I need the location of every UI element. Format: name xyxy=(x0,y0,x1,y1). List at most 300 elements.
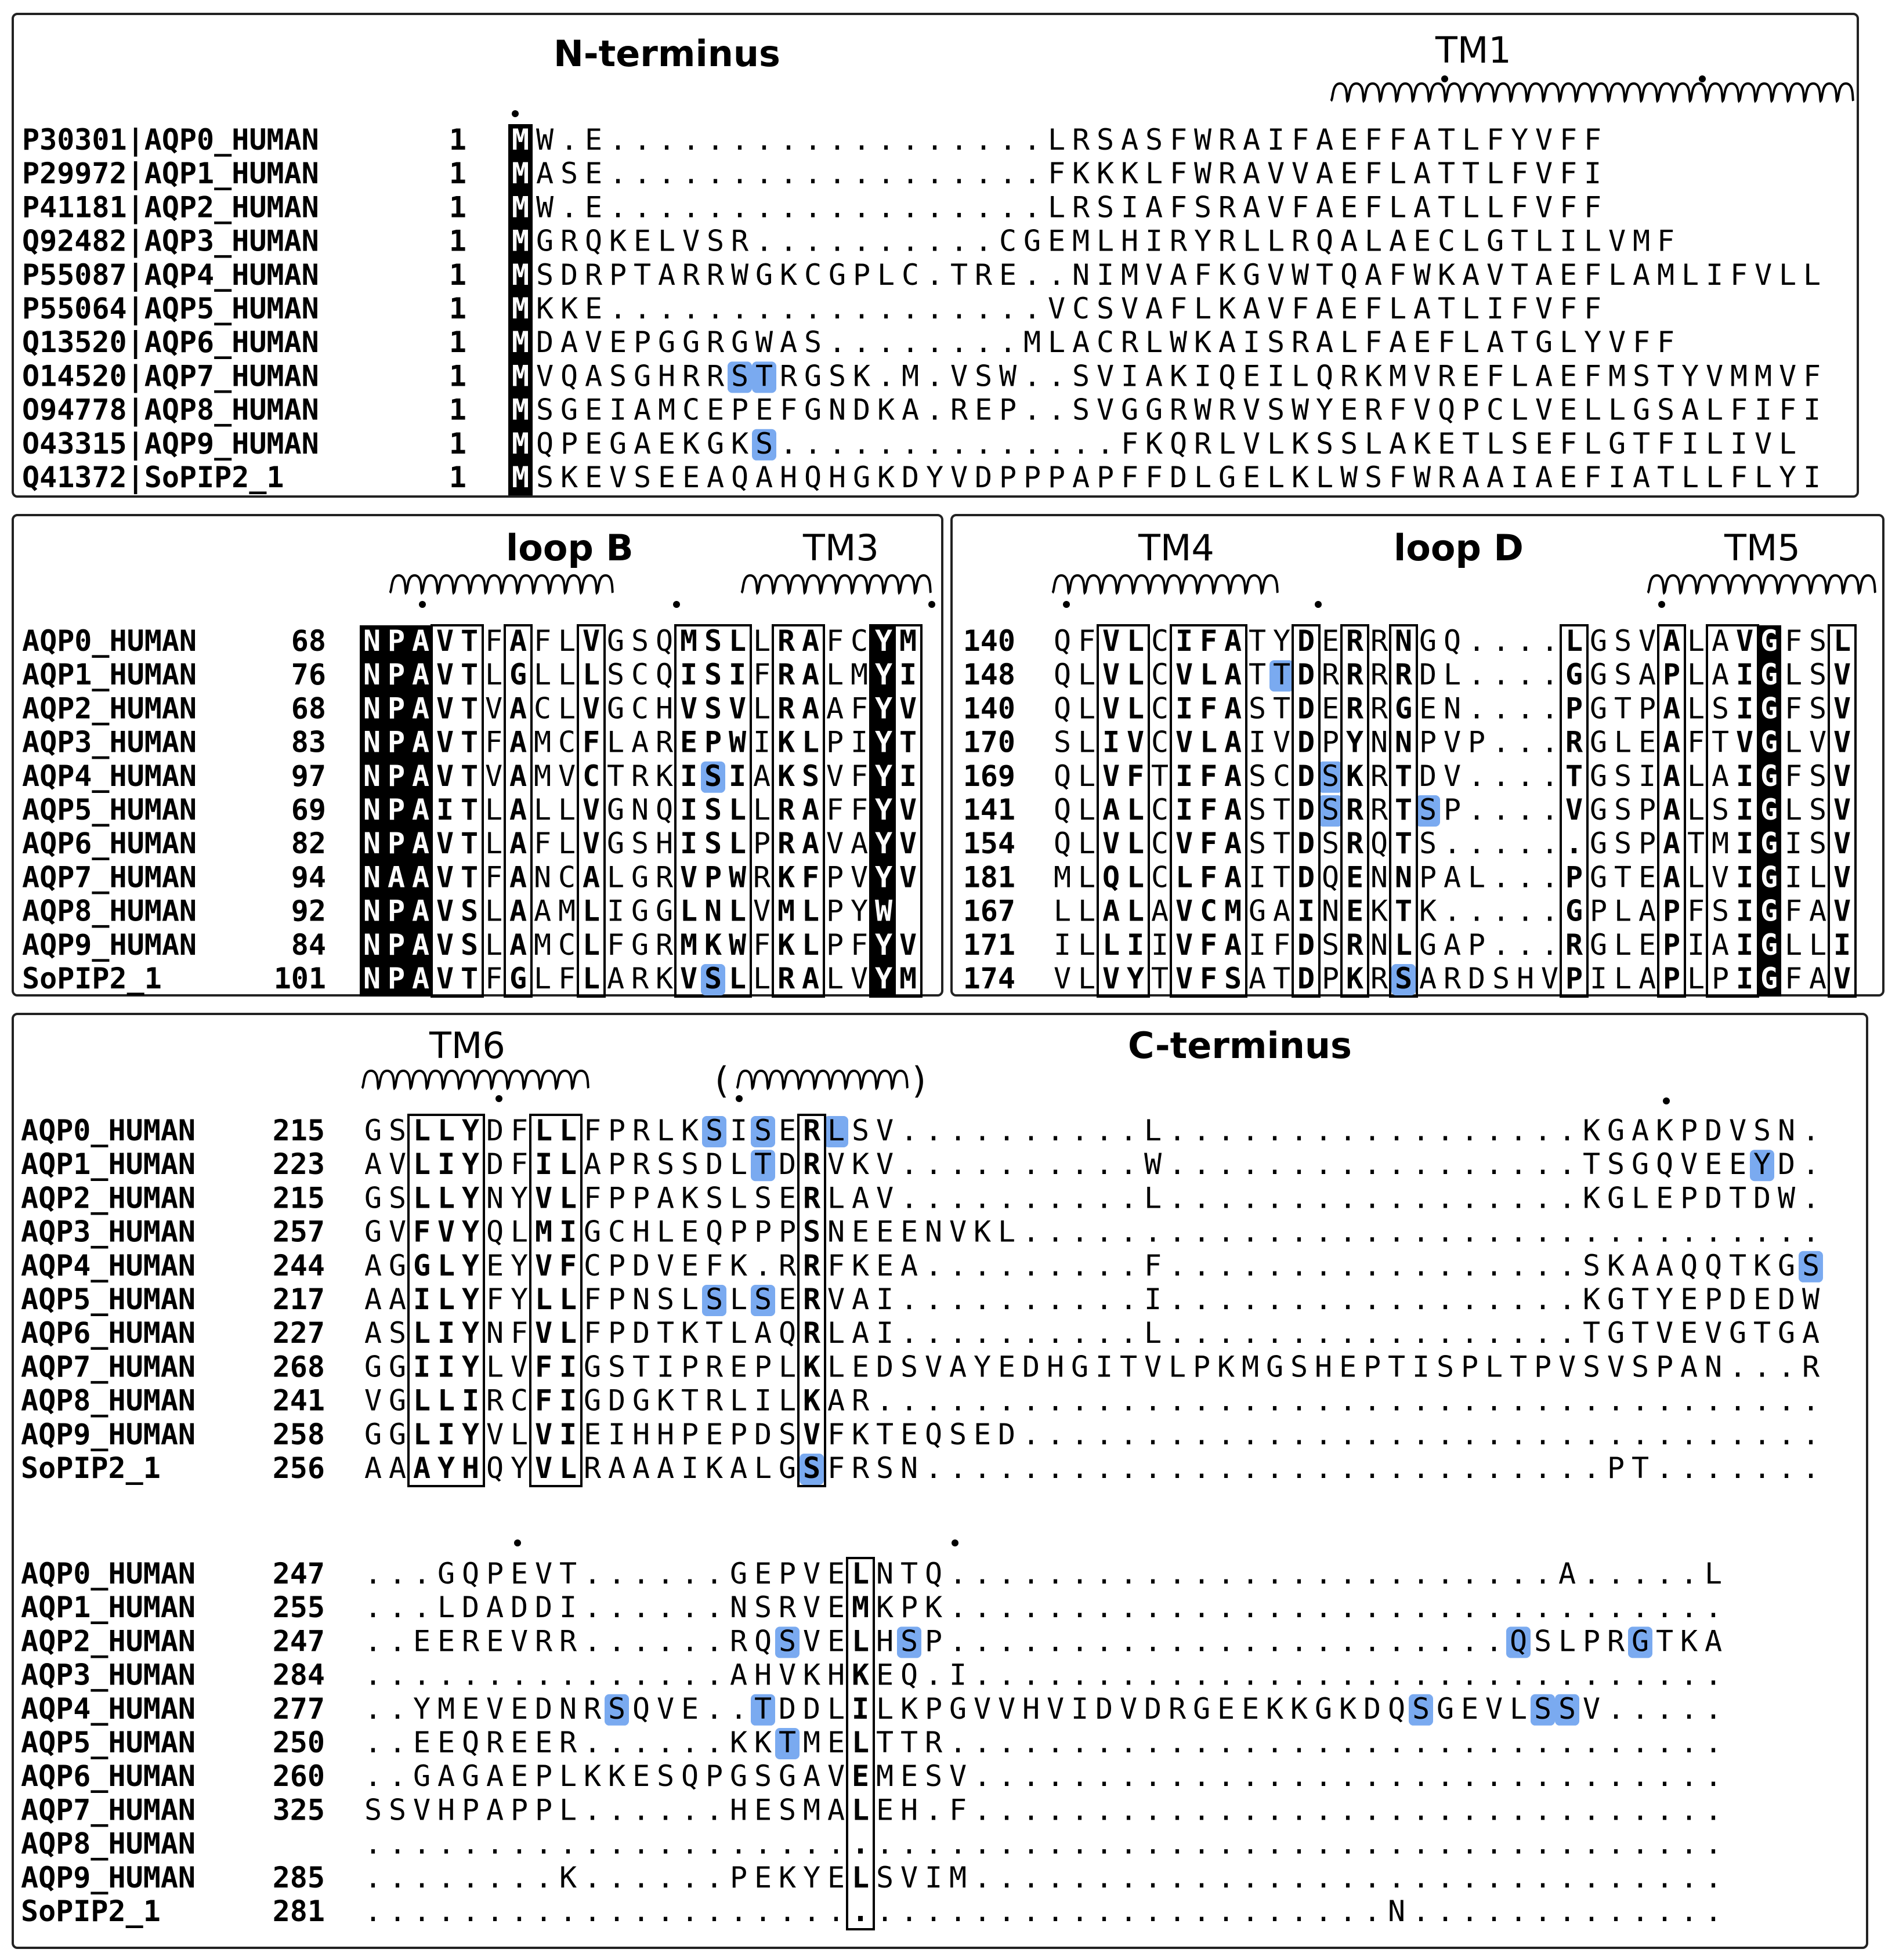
residue: . xyxy=(1485,1451,1503,1485)
residue: A xyxy=(1224,725,1242,759)
residue: . xyxy=(876,1383,894,1418)
residue: V xyxy=(1535,123,1553,157)
residue: . xyxy=(1460,1827,1479,1861)
residue: . xyxy=(1265,1282,1284,1316)
residue: . xyxy=(1412,1624,1430,1658)
residue: S xyxy=(804,325,822,360)
residue: S xyxy=(536,258,554,292)
residue: Y xyxy=(1655,1282,1674,1316)
residue: K xyxy=(1193,325,1212,360)
residue: V xyxy=(536,359,554,393)
residue: G xyxy=(1589,860,1608,894)
panel-tm6-c-terminus xyxy=(12,1013,1868,1949)
residue: . xyxy=(1387,1624,1406,1658)
residue: F xyxy=(1291,190,1310,224)
residue: K xyxy=(973,1215,992,1249)
residue: . xyxy=(1704,1215,1723,1249)
residue: G xyxy=(1607,1316,1625,1350)
residue: R xyxy=(1291,224,1310,258)
residue: . xyxy=(705,1691,724,1726)
residue: . xyxy=(656,1624,675,1658)
residue: F xyxy=(1559,123,1578,157)
residue: D xyxy=(1728,1282,1747,1316)
residue: R xyxy=(461,1624,480,1658)
residue: . xyxy=(1217,1726,1235,1759)
residue: . xyxy=(997,1147,1016,1182)
residue: A xyxy=(1242,157,1261,191)
residue: Y xyxy=(874,658,893,692)
residue: . xyxy=(877,123,895,157)
residue: . xyxy=(1467,894,1486,928)
residue: A xyxy=(509,793,527,827)
residue: G xyxy=(606,624,625,658)
residue: D xyxy=(536,325,554,360)
residue: . xyxy=(1047,426,1066,461)
residue: . xyxy=(681,1624,699,1658)
residue: . xyxy=(681,1827,699,1861)
residue: . xyxy=(1728,1383,1747,1418)
residue: G xyxy=(1589,624,1608,658)
residue: . xyxy=(1265,1624,1284,1658)
residue: L xyxy=(1485,1350,1503,1384)
residue: . xyxy=(1290,1591,1308,1625)
residue: H xyxy=(900,1793,918,1827)
residue: I xyxy=(681,1451,699,1485)
residue: . xyxy=(852,292,871,325)
residue: I xyxy=(1242,325,1261,360)
residue: A xyxy=(1535,258,1553,292)
residue: A xyxy=(1120,123,1139,157)
residue: A xyxy=(1315,325,1334,360)
residue: F xyxy=(1388,258,1407,292)
residue: I xyxy=(1803,393,1821,427)
residue: P xyxy=(826,725,844,759)
residue: . xyxy=(510,1827,529,1861)
residue: F xyxy=(850,759,869,793)
residue: . xyxy=(1339,1624,1357,1658)
residue: . xyxy=(1144,1894,1162,1928)
residue: L xyxy=(1096,224,1115,258)
residue: L xyxy=(559,1114,577,1147)
residue: G xyxy=(1608,426,1626,461)
residue: L xyxy=(1808,860,1827,894)
residue: P xyxy=(1638,793,1656,827)
residue: K xyxy=(1265,1691,1284,1726)
residue: Q xyxy=(705,1215,724,1249)
residue: L xyxy=(1145,157,1163,191)
residue: M xyxy=(1730,359,1748,393)
residue: . xyxy=(1241,1147,1260,1182)
residue: K xyxy=(1291,461,1310,494)
residue: . xyxy=(900,1114,918,1147)
residue: . xyxy=(1728,1215,1747,1249)
residue: . xyxy=(1070,1215,1089,1249)
residue: I xyxy=(1248,725,1267,759)
residue: A xyxy=(486,1591,504,1625)
residue: C xyxy=(1486,393,1504,427)
residue: L xyxy=(1126,658,1145,692)
residue: . xyxy=(1558,1248,1576,1282)
residue: G xyxy=(1632,393,1651,427)
residue: V xyxy=(899,691,917,726)
residue: . xyxy=(1460,1860,1479,1894)
residue: . xyxy=(1387,1215,1406,1249)
residue: R xyxy=(486,1383,504,1418)
residue: . xyxy=(925,190,944,224)
residue: . xyxy=(1436,1215,1455,1249)
residue: . xyxy=(1095,1557,1113,1591)
residue: . xyxy=(974,157,993,191)
residue: . xyxy=(1046,1147,1065,1182)
residue: S xyxy=(1315,426,1334,461)
residue: Q xyxy=(1218,359,1236,393)
residue: . xyxy=(1728,1417,1747,1451)
residue: . xyxy=(706,292,725,325)
residue: I xyxy=(1735,691,1754,726)
residue: P xyxy=(1607,1451,1625,1485)
residue: . xyxy=(1168,1147,1187,1182)
residue: . xyxy=(1168,1248,1187,1282)
residue: . xyxy=(510,1860,529,1894)
residue: . xyxy=(924,1658,943,1692)
residue: S xyxy=(704,691,722,726)
residue: . xyxy=(1290,1451,1308,1485)
residue: Y xyxy=(874,928,893,962)
sequence-start-number: 1 xyxy=(448,224,466,258)
residue: . xyxy=(1802,1451,1820,1485)
residue: L xyxy=(1077,894,1096,928)
residue: A xyxy=(1248,962,1267,995)
residue: . xyxy=(1168,1658,1187,1692)
residue: H xyxy=(1120,224,1139,258)
residue: R xyxy=(631,962,649,995)
residue: D xyxy=(1704,1181,1723,1215)
residue: . xyxy=(682,292,700,325)
residue: F xyxy=(1193,258,1212,292)
residue: L xyxy=(877,258,895,292)
residue: F xyxy=(1803,359,1821,393)
residue: . xyxy=(877,224,895,258)
residue: D xyxy=(534,1591,553,1625)
residue: T xyxy=(1437,190,1456,224)
residue: D xyxy=(1297,725,1315,759)
residue: V xyxy=(950,461,968,494)
residue: S xyxy=(1248,691,1267,726)
residue: A xyxy=(1711,759,1730,793)
residue: A xyxy=(1340,224,1358,258)
residue: L xyxy=(1784,928,1803,962)
residue: . xyxy=(1046,1215,1065,1249)
residue: . xyxy=(1558,1860,1576,1894)
residue: C xyxy=(1151,827,1169,861)
residue: T xyxy=(1510,258,1529,292)
residue: . xyxy=(1144,1383,1162,1418)
residue: . xyxy=(1290,1759,1308,1794)
residue: V xyxy=(1267,292,1285,325)
residue: . xyxy=(1387,1417,1406,1451)
residue: L xyxy=(1614,928,1632,962)
residue: A xyxy=(509,860,527,894)
residue: . xyxy=(730,123,749,157)
residue: . xyxy=(1753,1451,1771,1485)
residue: . xyxy=(755,190,773,224)
residue: F xyxy=(1388,461,1407,494)
residue: . xyxy=(560,190,578,224)
label-loop-d: loop D xyxy=(1394,527,1524,569)
residue: R xyxy=(802,1282,821,1316)
residue: F xyxy=(1687,894,1705,928)
residue: . xyxy=(388,1827,407,1861)
residue: G xyxy=(413,1248,431,1282)
residue: F xyxy=(1169,292,1188,325)
residue: I xyxy=(1053,928,1072,962)
residue: . xyxy=(1582,1215,1601,1249)
residue: . xyxy=(1728,1451,1747,1485)
sequence-start-number: 268 xyxy=(272,1350,325,1384)
residue: . xyxy=(1607,1417,1625,1451)
residue: P xyxy=(387,793,406,827)
residue: H xyxy=(754,1658,772,1692)
residue: T xyxy=(460,793,479,827)
residue: A xyxy=(1315,190,1334,224)
residue: A xyxy=(1631,1114,1650,1147)
residue: L xyxy=(1144,1114,1162,1147)
residue: . xyxy=(1460,1658,1479,1692)
residue: T xyxy=(950,258,968,292)
residue: . xyxy=(632,1658,650,1692)
residue: K xyxy=(754,1726,772,1759)
residue: . xyxy=(1119,1624,1138,1658)
residue: Q xyxy=(1315,359,1334,393)
residue: S xyxy=(1321,759,1340,793)
residue: V xyxy=(1443,725,1462,759)
residue: A xyxy=(1704,1624,1723,1658)
residue: . xyxy=(949,1827,967,1861)
residue: H xyxy=(1046,1350,1065,1384)
residue: . xyxy=(1704,1860,1723,1894)
residue: R xyxy=(632,1114,650,1147)
residue: . xyxy=(973,1860,992,1894)
residue: . xyxy=(877,426,895,461)
residue: . xyxy=(999,292,1017,325)
residue: P xyxy=(607,1248,626,1282)
residue: L xyxy=(437,1114,455,1147)
residue: G xyxy=(437,1557,455,1591)
residue: . xyxy=(607,1557,626,1591)
residue: . xyxy=(973,1282,992,1316)
residue: A xyxy=(536,157,554,191)
residue: P xyxy=(534,1793,553,1827)
sequence-name: AQP3_HUMAN xyxy=(21,1658,196,1692)
residue: F xyxy=(1047,157,1066,191)
residue: D xyxy=(901,461,920,494)
residue: . xyxy=(949,1282,967,1316)
residue: . xyxy=(1607,1860,1625,1894)
residue: F xyxy=(1730,461,1748,494)
residue: . xyxy=(1680,1557,1698,1591)
residue: . xyxy=(1168,1383,1187,1418)
residue: V xyxy=(436,962,454,995)
residue: F xyxy=(1559,292,1578,325)
residue: K xyxy=(777,928,795,962)
residue: F xyxy=(1687,725,1705,759)
residue: . xyxy=(1387,1451,1406,1485)
residue: F xyxy=(1364,325,1383,360)
residue: A xyxy=(754,1316,772,1350)
residue: . xyxy=(901,292,920,325)
residue: L xyxy=(1126,894,1145,928)
residue: A xyxy=(1711,658,1730,692)
residue: . xyxy=(1607,1215,1625,1249)
residue: Q xyxy=(1315,224,1334,258)
sequence-name: AQP5_HUMAN xyxy=(21,1282,196,1316)
residue: P xyxy=(387,894,406,928)
residue: S xyxy=(536,393,554,427)
residue: A xyxy=(1662,860,1681,894)
residue: I xyxy=(1735,658,1754,692)
residue: . xyxy=(1168,1181,1187,1215)
residue: F xyxy=(1199,759,1218,793)
residue: L xyxy=(1510,393,1529,427)
residue: . xyxy=(656,1591,675,1625)
residue: P xyxy=(632,1181,650,1215)
residue: . xyxy=(997,1827,1016,1861)
residue: . xyxy=(1217,1827,1235,1861)
residue: E xyxy=(657,426,676,461)
residue: F xyxy=(1632,325,1651,360)
residue: L xyxy=(1126,827,1145,861)
residue: E xyxy=(609,325,627,360)
residue: . xyxy=(657,190,676,224)
residue: . xyxy=(1436,1248,1455,1282)
residue: . xyxy=(388,1759,407,1794)
residue: . xyxy=(950,157,968,191)
residue: . xyxy=(1777,1383,1796,1418)
residue: A xyxy=(509,894,527,928)
residue: V xyxy=(679,860,698,894)
residue: M xyxy=(1224,894,1242,928)
residue: F xyxy=(1126,759,1145,793)
residue: P xyxy=(924,1691,943,1726)
residue: . xyxy=(1314,1248,1333,1282)
residue: V xyxy=(1102,691,1120,726)
residue: G xyxy=(606,793,625,827)
residue: . xyxy=(729,1691,748,1726)
residue: L xyxy=(437,1248,455,1282)
residue: A xyxy=(1535,461,1553,494)
residue: L xyxy=(1291,359,1310,393)
residue: . xyxy=(924,1894,943,1928)
residue: R xyxy=(1169,393,1188,427)
residue: A xyxy=(1443,860,1462,894)
residue: L xyxy=(437,1383,455,1418)
residue: Y xyxy=(461,1114,480,1147)
residue: H xyxy=(655,827,674,861)
residue: M xyxy=(1241,1350,1260,1384)
residue: . xyxy=(1168,1793,1187,1827)
residue: P xyxy=(1638,827,1656,861)
residue: . xyxy=(876,1827,894,1861)
residue: M xyxy=(533,759,552,793)
residue: Q xyxy=(1387,1691,1406,1726)
sequence-start-number: 325 xyxy=(272,1793,325,1827)
residue: L xyxy=(1778,426,1797,461)
residue: F xyxy=(753,928,771,962)
residue: H xyxy=(1314,1350,1333,1384)
residue: . xyxy=(1467,827,1486,861)
residue: I xyxy=(606,894,625,928)
residue: . xyxy=(1339,1383,1357,1418)
residue: R xyxy=(950,393,968,427)
residue: A xyxy=(1443,928,1462,962)
residue: . xyxy=(1290,1215,1308,1249)
residue: G xyxy=(509,658,527,692)
residue: . xyxy=(1533,1658,1552,1692)
residue: . xyxy=(974,190,993,224)
residue: R xyxy=(705,1383,724,1418)
residue: S xyxy=(631,827,649,861)
residue: V xyxy=(753,894,771,928)
residue: . xyxy=(973,1383,992,1418)
sequence-start-number: 1 xyxy=(448,461,466,494)
residue: P xyxy=(607,1147,626,1182)
residue: K xyxy=(1096,157,1115,191)
residue: . xyxy=(1631,1726,1650,1759)
residue: . xyxy=(656,1658,675,1692)
residue: E xyxy=(754,1860,772,1894)
residue: . xyxy=(1119,1793,1138,1827)
residue: K xyxy=(655,962,674,995)
residue: . xyxy=(1631,1557,1650,1591)
residue: . xyxy=(877,292,895,325)
residue: . xyxy=(1339,1894,1357,1928)
residue: K xyxy=(877,393,895,427)
residue: . xyxy=(949,1248,967,1282)
residue: T xyxy=(1656,461,1675,494)
residue: F xyxy=(850,928,869,962)
residue: . xyxy=(1485,1591,1503,1625)
residue: E xyxy=(1655,1181,1674,1215)
residue: . xyxy=(1023,393,1041,427)
residue: . xyxy=(657,123,676,157)
residue: . xyxy=(779,426,798,461)
residue: G xyxy=(1535,325,1553,360)
residue: K xyxy=(851,1147,870,1182)
residue: . xyxy=(1314,1591,1333,1625)
residue: . xyxy=(1144,1726,1162,1759)
residue: V xyxy=(1485,1691,1503,1726)
residue: . xyxy=(925,393,944,427)
sequence-name: P55087|AQP4_HUMAN xyxy=(22,258,319,292)
residue: E xyxy=(851,1759,870,1794)
residue: F xyxy=(1120,461,1139,494)
residue: G xyxy=(1777,1316,1796,1350)
residue: H xyxy=(729,1793,748,1827)
residue: F xyxy=(583,1316,602,1350)
residue: . xyxy=(1314,1417,1333,1451)
residue: . xyxy=(1339,1591,1357,1625)
residue: . xyxy=(755,224,773,258)
residue: I xyxy=(1175,624,1193,658)
residue: S xyxy=(1321,793,1340,827)
residue: I xyxy=(1784,827,1803,861)
residue: . xyxy=(1467,759,1486,793)
residue: R xyxy=(584,258,603,292)
residue: L xyxy=(801,725,820,759)
residue: . xyxy=(1412,1316,1430,1350)
residue: D xyxy=(632,1316,650,1350)
residue: I xyxy=(1193,359,1212,393)
